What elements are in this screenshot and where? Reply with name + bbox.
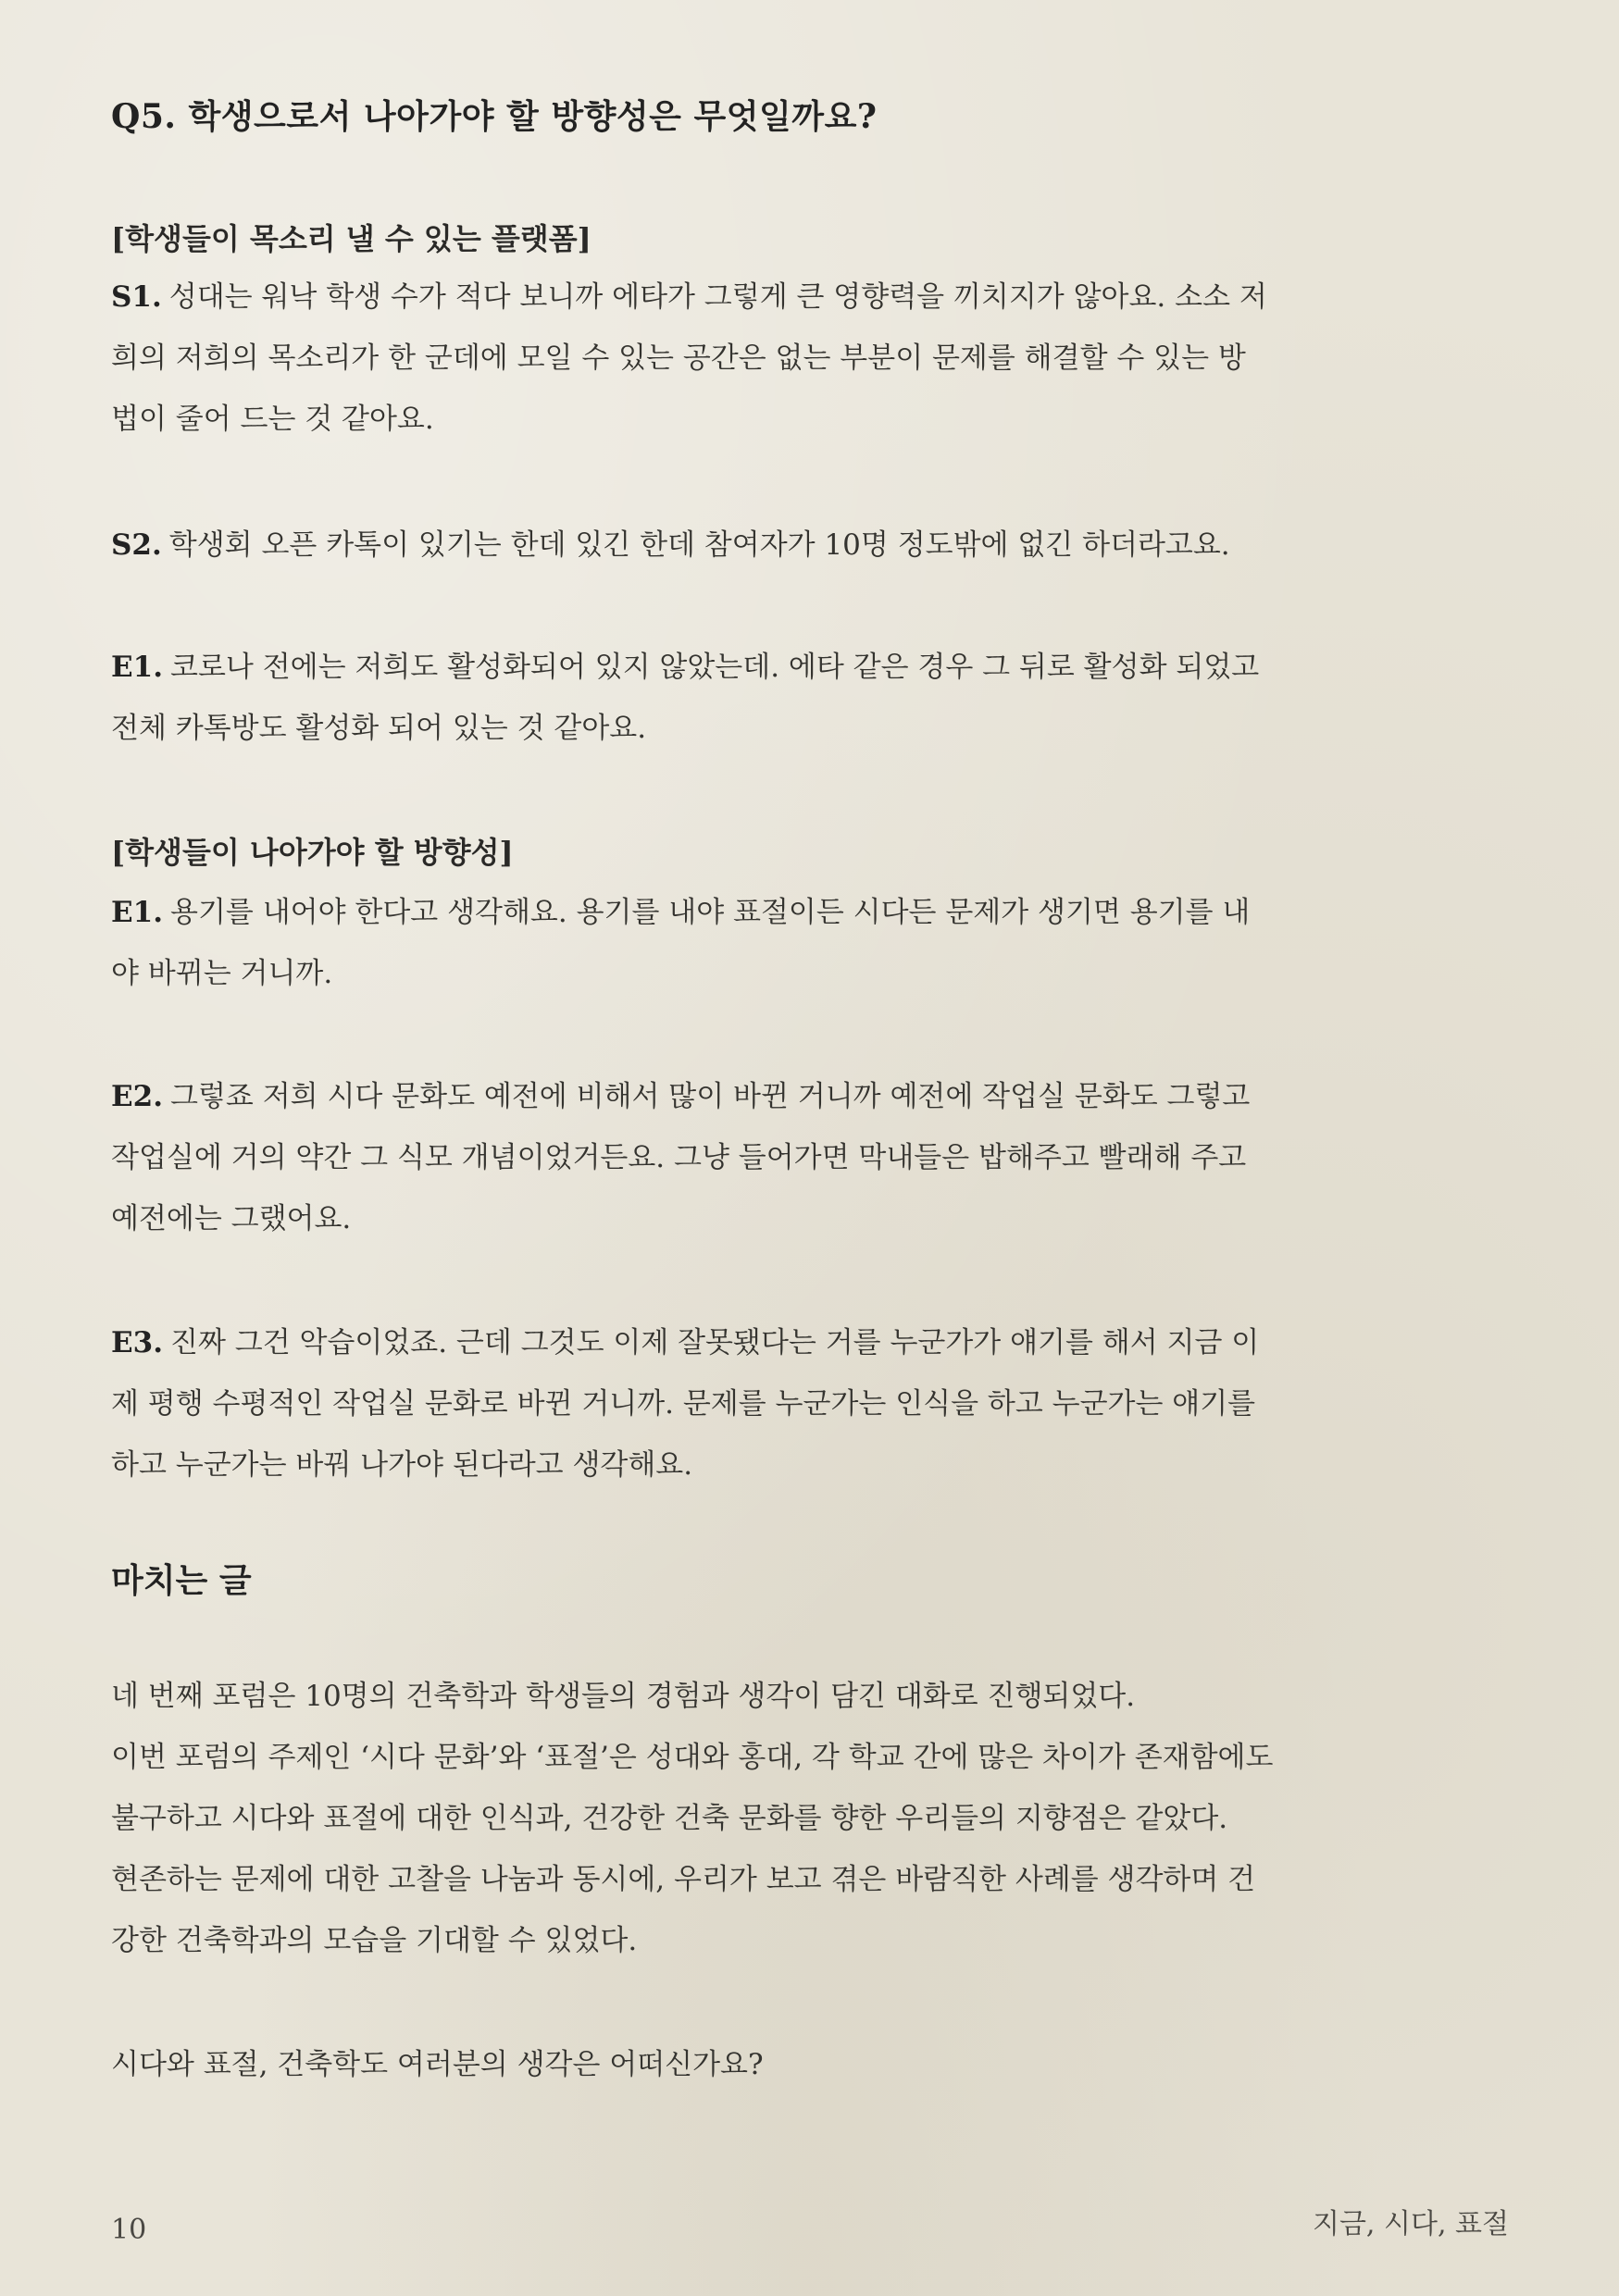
closing-question: 시다와 표절, 건축학도 여러분의 생각은 어떠신가요? — [111, 2048, 764, 2081]
entry-line: E2. 그렇죠 저희 시다 문화도 예전에 비해서 많이 바뀐 거니까 예전에 작업실 문화도 그렇고 — [111, 1080, 1251, 1113]
closing-line: 강한 건축학과의 모습을 기대할 수 있었다. — [111, 1924, 638, 1957]
direction-section — [111, 822, 1509, 883]
direction-entry-e2 — [111, 1066, 1509, 1249]
page-number: 10 — [111, 2214, 147, 2246]
closing-title: 마치는 글 — [111, 1561, 252, 1600]
direction-heading: [학생들이 나아가야 할 방향성] — [111, 835, 514, 870]
platform-entry-e1 — [111, 637, 1509, 759]
footer-title: 지금, 시다, 표절 — [1312, 2208, 1509, 2240]
entry-line: 제 평행 수평적인 작업실 문화로 바뀐 거니까. 문제를 누군가는 인식을 하고 누군가는 얘기를 — [111, 1387, 1256, 1421]
speaker-label: E2. — [111, 1080, 163, 1113]
speaker-label: S1. — [111, 280, 162, 314]
platform-heading: [학생들이 목소리 낼 수 있는 플랫폼] — [111, 221, 592, 256]
closing-line: 네 번째 포럼은 10명의 건축학과 학생들의 경험과 생각이 담긴 대화로 진행되었다. — [111, 1680, 1136, 1713]
entry-line: 작업실에 거의 약간 그 식모 개념이었거든요. 그냥 들어가면 막내들은 밥해주고 빨래해 주고 — [111, 1141, 1247, 1174]
speaker-label: E3. — [111, 1326, 163, 1359]
entry-line: 법이 줄어 드는 것 같아요. — [111, 403, 434, 436]
speaker-label: S2. — [111, 528, 162, 562]
closing-line: 이번 포럼의 주제인 ‘시다 문화’와 ‘표절’은 성대와 홍대, 각 학교 간에 많은 차이가 존재함에도 — [111, 1741, 1274, 1774]
platform-section — [111, 208, 1509, 269]
direction-entry-e1 — [111, 882, 1509, 1004]
closing-body — [111, 1666, 1509, 1971]
entry-line: E1. 코로나 전에는 저희도 활성화되어 있지 않았는데. 에타 같은 경우 그 뒤로 활성화 되었고 — [111, 651, 1260, 684]
entry-line: 야 바뀌는 거니까. — [111, 957, 333, 990]
entry-line: 희의 저희의 목소리가 한 군데에 모일 수 있는 공간은 없는 부분이 문제를 해결할 수 있는 방 — [111, 341, 1246, 375]
speaker-label: E1. — [111, 896, 163, 929]
document-page — [111, 0, 1509, 2296]
question-heading: Q5. 학생으로서 나아가야 할 방향성은 무엇일까요? — [111, 97, 878, 136]
entry-line: 전체 카톡방도 활성화 되어 있는 것 같아요. — [111, 712, 647, 745]
entry-line: S1. 성대는 워낙 학생 수가 적다 보니까 에타가 그렇게 큰 영향력을 끼치지가 않아요. 소소 저 — [111, 280, 1267, 314]
direction-entry-e3 — [111, 1312, 1509, 1496]
closing-line: 현존하는 문제에 대한 고찰을 나눔과 동시에, 우리가 보고 겪은 바람직한 사례를 생각하며 건 — [111, 1863, 1256, 1896]
entry-line: 하고 누군가는 바꿔 나가야 된다라고 생각해요. — [111, 1448, 693, 1482]
closing-line: 불구하고 시다와 표절에 대한 인식과, 건강한 건축 문화를 향한 우리들의 지향점은 같았다. — [111, 1802, 1228, 1835]
platform-entry-s1 — [111, 267, 1509, 450]
speaker-label: E1. — [111, 651, 163, 684]
entry-line: E1. 용기를 내어야 한다고 생각해요. 용기를 내야 표절이든 시다든 문제가 생기면 용기를 내 — [111, 896, 1251, 929]
entry-line: 예전에는 그랬어요. — [111, 1202, 352, 1235]
entry-line: E3. 진짜 그건 악습이었죠. 근데 그것도 이제 잘못됐다는 거를 누군가가 얘기를 해서 지금 이 — [111, 1326, 1260, 1359]
platform-entry-s2 — [111, 515, 1509, 576]
closing-question-block — [111, 2034, 1509, 2095]
entry-line: S2. 학생회 오픈 카톡이 있기는 한데 있긴 한데 참여자가 10명 정도밖에 없긴 하더라고요. — [111, 528, 1230, 562]
